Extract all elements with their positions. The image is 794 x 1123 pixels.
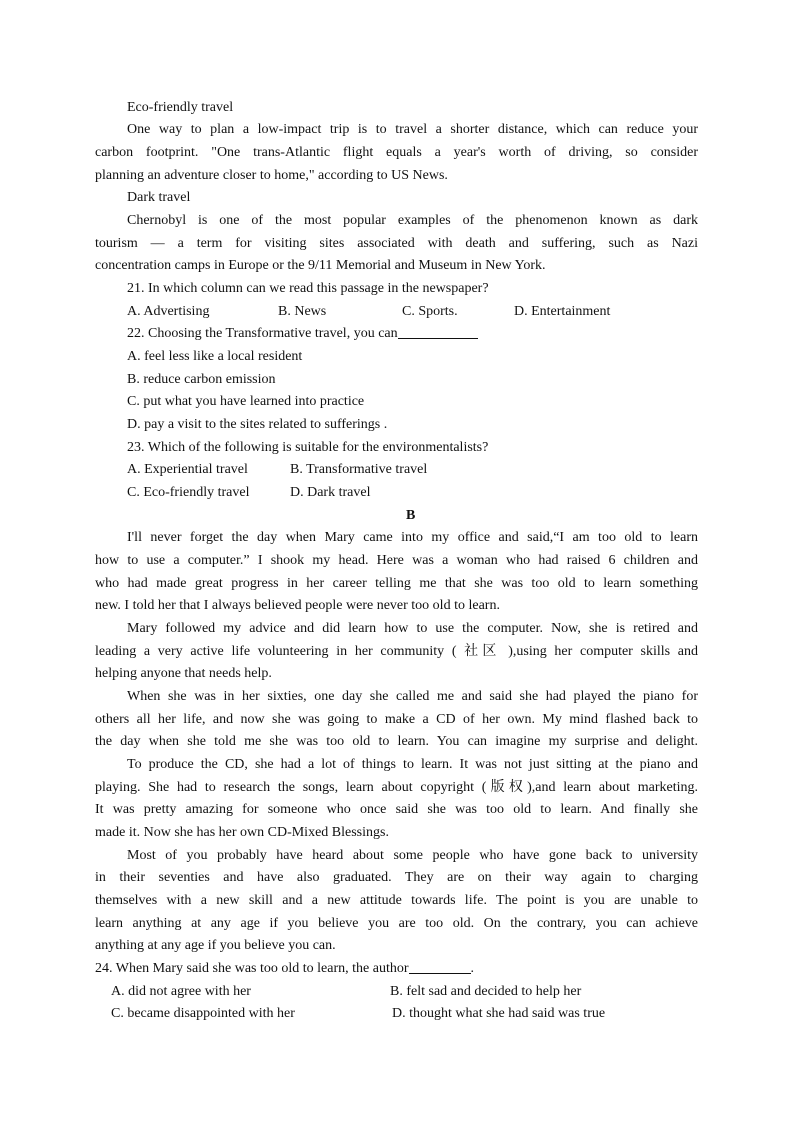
q22-option-b: B. reduce carbon emission xyxy=(127,372,276,387)
question-21-stem: 21. In which column can we read this passage in the newspaper? xyxy=(127,281,489,296)
question-24-stem: 24. When Mary said she was too old to learn, the author xyxy=(95,961,409,976)
q21-option-c: C. Sports. xyxy=(402,304,458,319)
question-24-end: . xyxy=(470,961,475,976)
eco-paragraph-line-2: carbon footprint. "One trans-Atlantic flight equals a year's worth of driving, so consider xyxy=(95,145,698,160)
question-23-stem: 23. Which of the following is suitable for the environmentalists? xyxy=(127,440,489,455)
passage-b-p1-line-3: who had made great progress in her career telling me that she was too old to learn something xyxy=(95,576,698,591)
eco-paragraph-line-1: One way to plan a low-impact trip is to travel a shorter distance, which can reduce your xyxy=(127,122,698,137)
passage-b-p4-line-3: It was pretty amazing for someone who once said she was too old to learn. And finally she xyxy=(95,802,698,817)
passage-b-p5-line-5: anything at any age if you believe you can. xyxy=(95,938,336,953)
question-22-stem: 22. Choosing the Transformative travel, you can xyxy=(127,326,398,341)
passage-b-p4-line-1: To produce the CD, she had a lot of things to learn. It was not just sitting at the piano and xyxy=(127,757,698,772)
passage-b-p1-line-2: how to use a computer.” I shook my head. Here was a woman who had raised 6 children and xyxy=(95,553,698,568)
dark-paragraph-line-2: tourism — a term for visiting sites associated with death and suffering, such as Nazi xyxy=(95,236,698,251)
dark-travel-heading: Dark travel xyxy=(127,190,191,205)
passage-b-p2-line-1: Mary followed my advice and did learn how to use the computer. Now, she is retired and xyxy=(127,621,698,636)
q22-option-a: A. feel less like a local resident xyxy=(127,349,303,364)
q23-option-d: D. Dark travel xyxy=(290,485,371,500)
passage-b-p5-line-1: Most of you probably have heard about some people who have gone back to university xyxy=(127,848,698,863)
dark-paragraph-line-3: concentration camps in Europe or the 9/11 Memorial and Museum in New York. xyxy=(95,258,546,273)
passage-b-p4-line-2: playing. She had to research the songs, learn about copyright (版权),and learn about marketing. xyxy=(95,780,698,795)
passage-b-p3-line-2: others all her life, and now she was going to make a CD of her own. My mind flashed back to xyxy=(95,712,698,727)
section-b-heading: B xyxy=(406,508,416,523)
q22-option-d: D. pay a visit to the sites related to sufferings . xyxy=(127,417,388,432)
q23-option-a: A. Experiential travel xyxy=(127,462,248,477)
q22-option-c: C. put what you have learned into practice xyxy=(127,394,365,409)
q21-option-d: D. Entertainment xyxy=(514,304,611,319)
answer-blank xyxy=(409,959,471,974)
passage-b-p2-line-3: helping anyone that needs help. xyxy=(95,666,272,681)
q23-option-b: B. Transformative travel xyxy=(290,462,428,477)
q23-option-c: C. Eco-friendly travel xyxy=(127,485,250,500)
eco-friendly-heading: Eco-friendly travel xyxy=(127,100,234,115)
passage-b-p1-line-1: I'll never forget the day when Mary came into my office and said,“I am too old to learn xyxy=(127,530,698,545)
passage-b-p2-line-2: leading a very active life volunteering in her community ( 社区 ),using her computer skills and xyxy=(95,644,698,659)
passage-b-p5-line-2: in their seventies and have also graduated. They are on their way again to charging xyxy=(95,870,698,885)
q24-option-b: B. felt sad and decided to help her xyxy=(390,984,582,999)
q24-option-c: C. became disappointed with her xyxy=(111,1006,295,1021)
question-24 xyxy=(95,958,474,981)
q24-option-a: A. did not agree with her xyxy=(111,984,251,999)
passage-b-p4-line-4: made it. Now she has her own CD-Mixed Blessings. xyxy=(95,825,389,840)
passage-b-p5-line-4: learn anything at any age if you believe you are too old. On the contrary, you can achieve xyxy=(95,916,698,931)
q24-option-d: D. thought what she had said was true xyxy=(392,1006,606,1021)
eco-paragraph-line-3: planning an adventure closer to home," according to US News. xyxy=(95,168,448,183)
q21-option-b: B. News xyxy=(278,304,327,319)
passage-b-p3-line-3: the day when she told me she was too old to learn. You can imagine my surprise and delight. xyxy=(95,734,698,749)
question-22 xyxy=(127,323,478,346)
passage-b-p3-line-1: When she was in her sixties, one day she called me and said she had played the piano for xyxy=(127,689,698,704)
passage-b-p5-line-3: themselves with a new skill and a new attitude towards life. The point is you are unable to xyxy=(95,893,698,908)
dark-paragraph-line-1: Chernobyl is one of the most popular examples of the phenomenon known as dark xyxy=(127,213,698,228)
passage-b-p1-line-4: new. I told her that I always believed people were never too old to learn. xyxy=(95,598,500,613)
q21-option-a: A. Advertising xyxy=(127,304,210,319)
answer-blank xyxy=(398,324,478,339)
